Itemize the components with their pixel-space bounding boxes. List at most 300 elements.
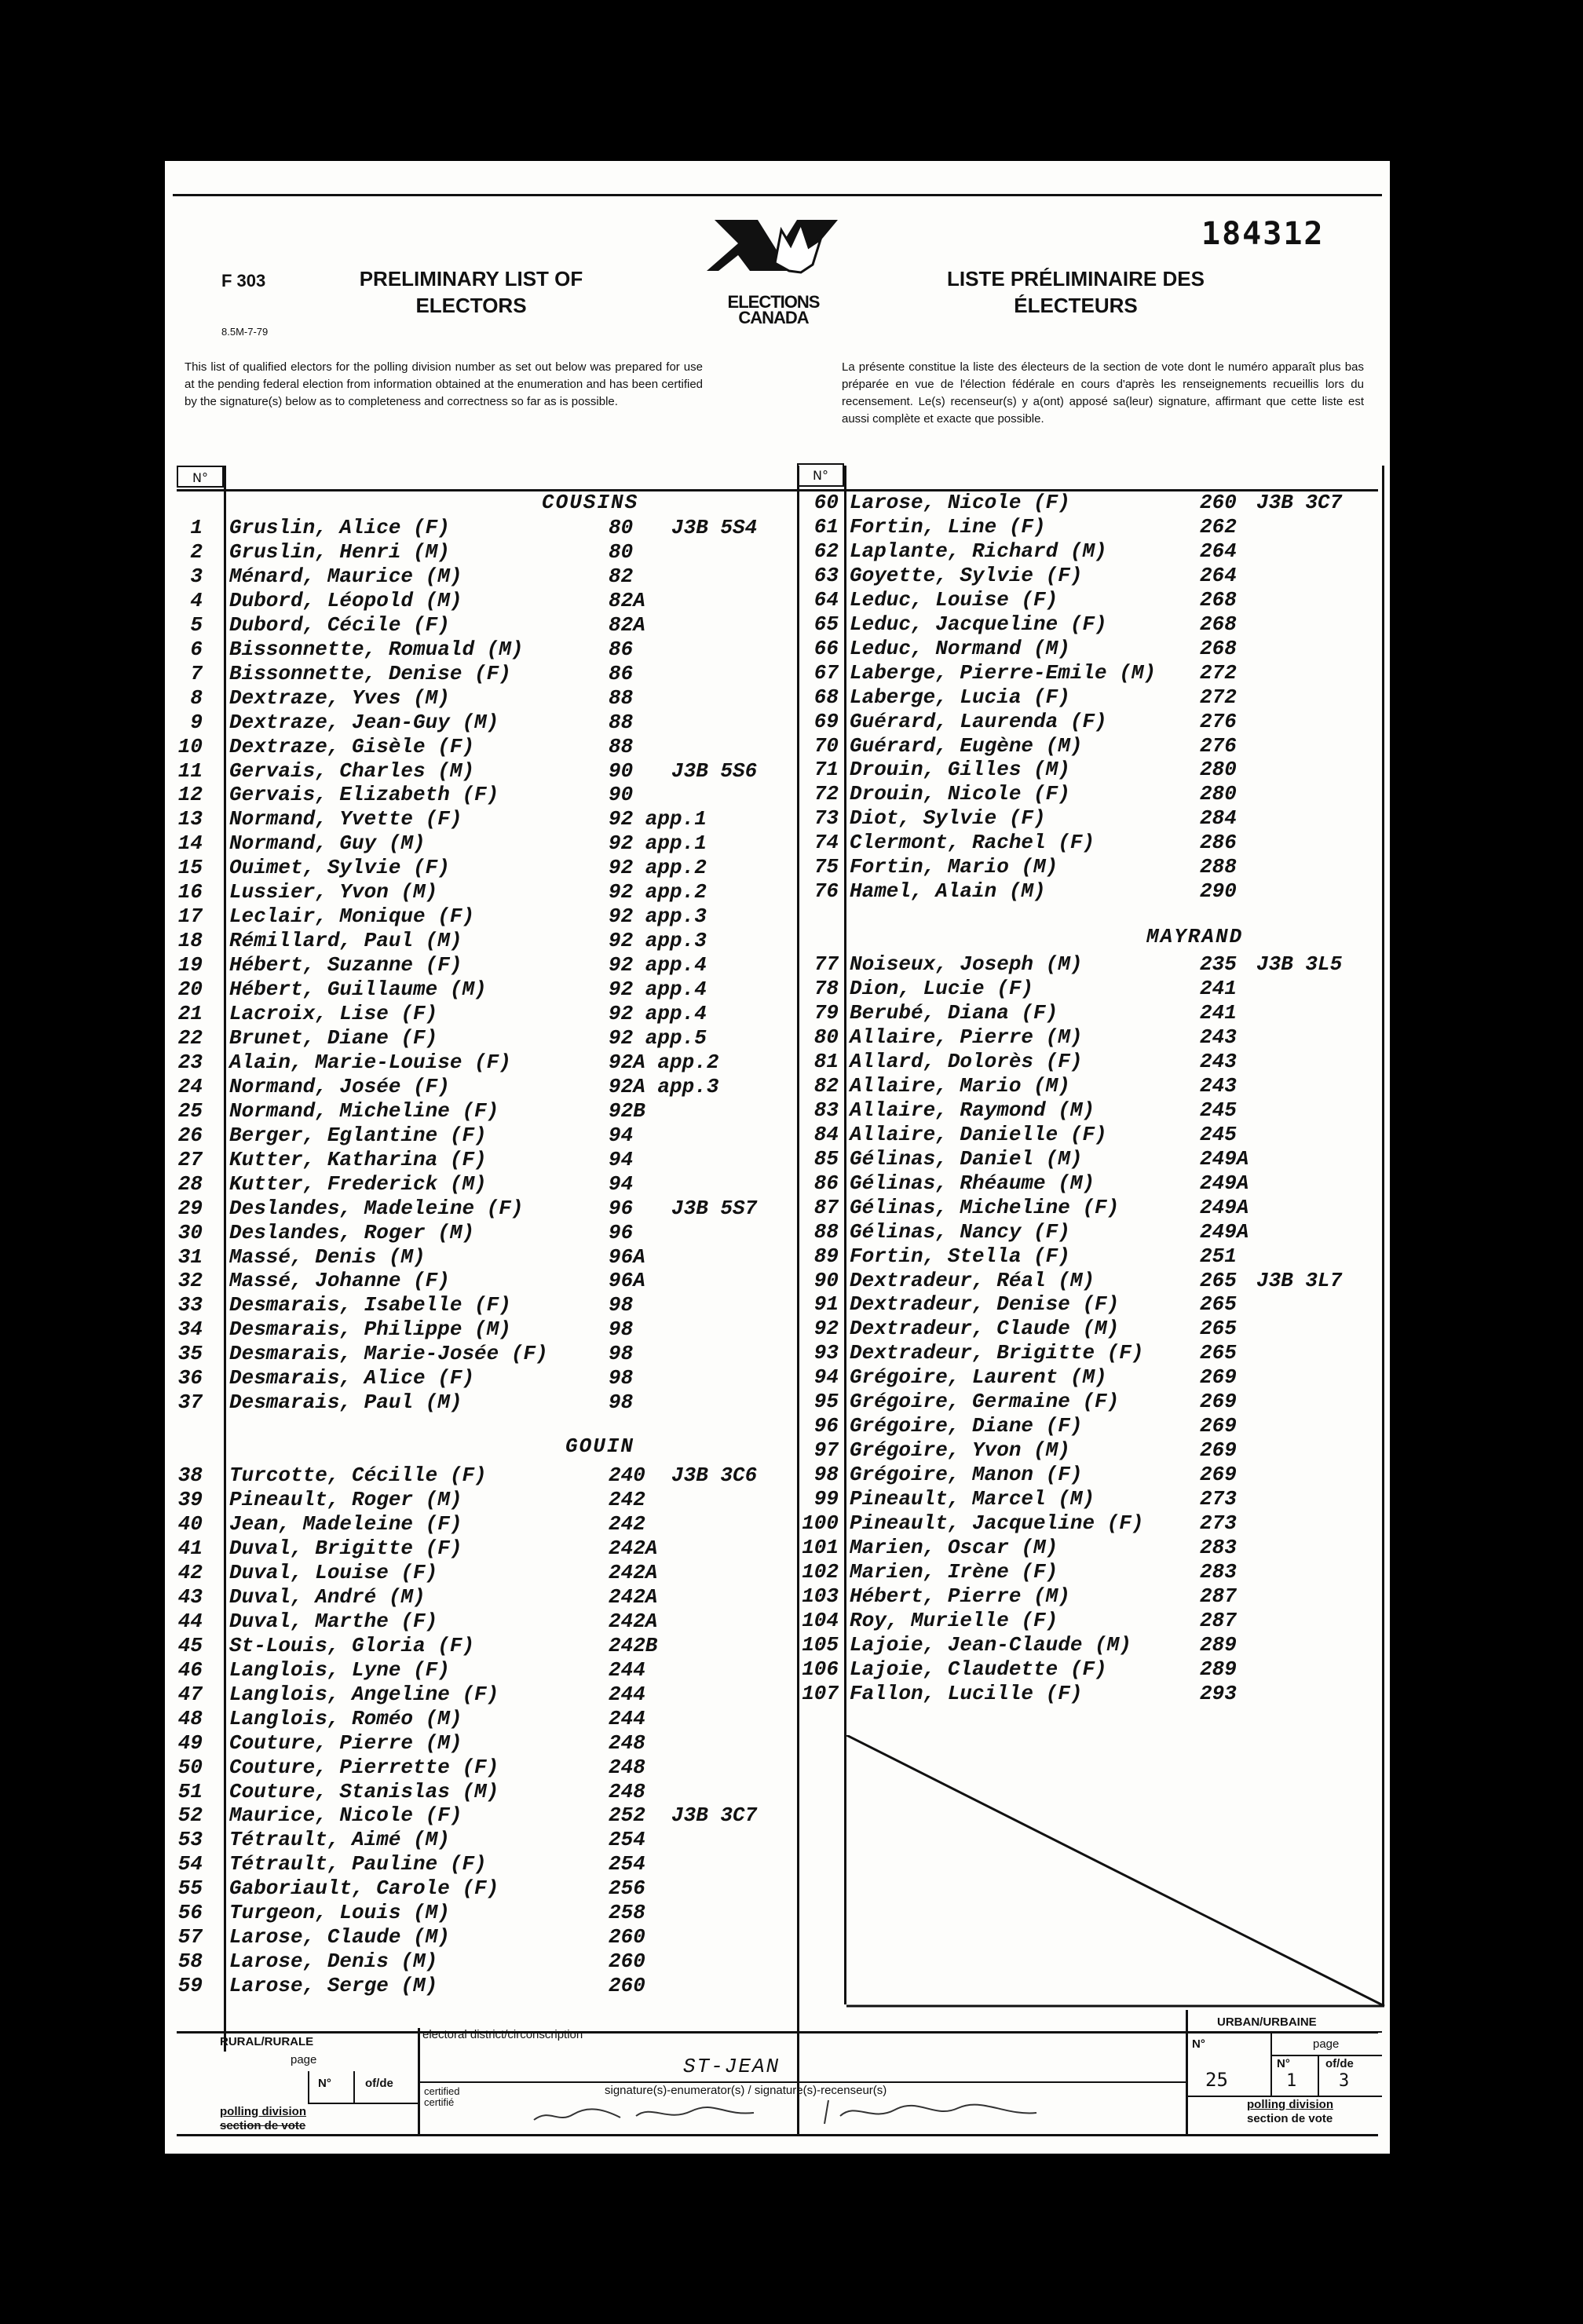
elector-address: 90 — [609, 758, 634, 783]
elector-number: 15 — [177, 856, 203, 880]
elector-address: 86 — [609, 637, 634, 661]
elector-name: Duval, Louise (F) — [229, 1560, 438, 1584]
elector-address: 94 — [609, 1123, 634, 1147]
elector-name: Gervais, Elizabeth (F) — [229, 783, 499, 807]
elector-number: 55 — [177, 1876, 203, 1901]
page-total: 3 — [1339, 2071, 1350, 2091]
elector-name: Gélinas, Nancy (F) — [850, 1219, 1070, 1244]
page-number: 1 — [1286, 2071, 1297, 2091]
elector-number: 19 — [177, 953, 203, 977]
elector-address: 276 — [1200, 733, 1237, 758]
elector-row — [165, 491, 1390, 515]
elector-address: 289 — [1200, 1657, 1237, 1681]
elector-row — [165, 539, 1390, 564]
elector-row — [165, 1414, 1390, 1438]
rural-box-bottom — [308, 2103, 418, 2104]
elector-row — [165, 1025, 1390, 1050]
elector-address: 80 — [609, 516, 634, 539]
elector-name: Laplante, Richard (M) — [850, 539, 1107, 563]
elector-number: 14 — [177, 831, 203, 856]
elector-name: Larose, Denis (M) — [229, 1949, 438, 1974]
elector-number: 92 — [813, 1317, 839, 1341]
elector-number: 68 — [813, 685, 839, 709]
elector-number: 105 — [802, 1632, 839, 1657]
document-sheet — [165, 161, 1390, 2154]
logo-text: ELECTIONS CANADA — [727, 292, 820, 327]
elector-address: 260 — [1200, 491, 1237, 514]
elector-address: 288 — [1200, 855, 1237, 879]
elector-address: 248 — [609, 1755, 645, 1779]
elector-address: 92 app.4 — [609, 1002, 707, 1025]
elector-name: Dextraze, Jean-Guy (M) — [229, 710, 499, 734]
elector-number: 6 — [190, 637, 203, 661]
elector-name: Dextraze, Gisèle (F) — [229, 734, 475, 758]
elector-name: Pineault, Roger (M) — [229, 1488, 462, 1512]
elector-number: 33 — [177, 1293, 203, 1317]
elector-number: 104 — [802, 1608, 839, 1632]
elector-number: 88 — [813, 1219, 839, 1244]
elector-number: 78 — [813, 977, 839, 1001]
elector-name: Hamel, Alain (M) — [850, 879, 1046, 904]
elector-name: Larose, Claude (M) — [229, 1925, 450, 1949]
elector-name: Pineault, Jacqueline (F) — [850, 1511, 1144, 1535]
elector-name: Guérard, Eugène (M) — [850, 733, 1083, 758]
elector-number: 56 — [177, 1901, 203, 1925]
elector-name: Grégoire, Germaine (F) — [850, 1390, 1120, 1414]
elector-row — [165, 734, 1390, 758]
elector-number: 35 — [177, 1342, 203, 1366]
elector-row — [165, 637, 1390, 661]
elector-row — [165, 685, 1390, 710]
elector-name: Normand, Josée (F) — [229, 1074, 450, 1098]
elector-address: 269 — [1200, 1390, 1237, 1414]
elector-number: 80 — [813, 1025, 839, 1049]
elector-number: 47 — [177, 1682, 203, 1706]
elector-name: Dion, Lucie (F) — [850, 977, 1034, 1001]
urban-no-label: N° — [1192, 2037, 1205, 2051]
elector-row — [165, 782, 1390, 806]
elector-number: 2 — [190, 539, 203, 564]
elector-row — [165, 977, 1390, 1001]
elector-address: 286 — [1200, 831, 1237, 855]
elector-row — [165, 1609, 1390, 1633]
elector-number: 107 — [802, 1681, 839, 1705]
elector-address: 243 — [1200, 1025, 1237, 1049]
elector-address: 272 — [1200, 685, 1237, 709]
elector-address: 82A — [609, 612, 645, 637]
elector-number: 44 — [177, 1609, 203, 1633]
elector-address: 244 — [609, 1657, 645, 1682]
footer-bottom-rule — [177, 2134, 1378, 2136]
elector-row — [165, 612, 1390, 637]
elector-number: 43 — [177, 1584, 203, 1609]
elector-name: Gruslin, Alice (F) — [229, 516, 450, 539]
elector-address: 268 — [1200, 612, 1237, 636]
elector-address: 254 — [609, 1852, 645, 1876]
elector-number: 89 — [813, 1244, 839, 1268]
elector-number: 28 — [177, 1171, 203, 1196]
elector-name: Grégoire, Manon (F) — [850, 1463, 1083, 1487]
elector-name: Dextradeur, Brigitte (F) — [850, 1341, 1144, 1365]
title-en: PRELIMINARY LIST OF ELECTORS — [359, 267, 583, 317]
elector-row — [165, 952, 1390, 977]
elector-address: 276 — [1200, 709, 1237, 733]
elector-number: 75 — [813, 855, 839, 879]
elector-name: Lacroix, Lise (F) — [229, 1002, 438, 1025]
elector-number: 13 — [177, 807, 203, 831]
elector-number: 29 — [177, 1196, 203, 1220]
elector-address: 92 app.1 — [609, 831, 707, 856]
elector-name: Dextradeur, Denise (F) — [850, 1292, 1120, 1317]
elector-address: 268 — [1200, 636, 1237, 660]
elector-name: Hébert, Pierre (M) — [850, 1584, 1070, 1608]
elector-number: 51 — [177, 1779, 203, 1803]
elector-row — [165, 1050, 1390, 1074]
elector-name: Fortin, Mario (M) — [850, 855, 1058, 879]
elector-address: 92A app.2 — [609, 1050, 719, 1074]
elector-address: 92A app.3 — [609, 1074, 719, 1098]
elector-number: 95 — [813, 1390, 839, 1414]
elector-row — [165, 1463, 1390, 1487]
elector-address: 264 — [1200, 539, 1237, 563]
elector-row — [165, 1074, 1390, 1098]
elector-number: 60 — [813, 491, 839, 514]
elector-address: 96 — [609, 1196, 634, 1220]
elector-address: 98 — [609, 1293, 634, 1317]
elector-address: 245 — [1200, 1098, 1237, 1122]
elector-number: 3 — [190, 564, 203, 588]
elector-name: Deslandes, Madeleine (F) — [229, 1196, 524, 1220]
elector-number: 65 — [813, 612, 839, 636]
elector-address: 268 — [1200, 587, 1237, 612]
elector-row — [165, 1220, 1390, 1244]
elector-row — [165, 1487, 1390, 1511]
elector-number: 11 — [177, 758, 203, 783]
elector-number: 94 — [813, 1365, 839, 1390]
elector-number: 38 — [177, 1463, 203, 1488]
street-mayrand: MAYRAND — [1146, 925, 1244, 948]
elector-name: Leclair, Monique (F) — [229, 904, 475, 929]
elector-row — [165, 1657, 1390, 1682]
elector-number: 46 — [177, 1657, 203, 1682]
elector-address: 86 — [609, 661, 634, 685]
elector-address: 244 — [609, 1706, 645, 1730]
elector-postal-code: J3B 5S4 — [671, 516, 758, 539]
elector-name: Berger, Eglantine (F) — [229, 1123, 487, 1147]
urban-box-top — [1186, 2031, 1382, 2033]
rural-page-label: page — [291, 2053, 317, 2066]
elector-address: 92B — [609, 1098, 645, 1123]
elector-row — [165, 1098, 1390, 1123]
elector-number: 31 — [177, 1244, 203, 1269]
elector-name: Desmarais, Alice (F) — [229, 1366, 475, 1390]
elector-address: 88 — [609, 685, 634, 710]
elector-name: Massé, Johanne (F) — [229, 1269, 450, 1293]
elector-name: Gaboriault, Carole (F) — [229, 1876, 499, 1901]
elector-address: 258 — [609, 1901, 645, 1925]
elector-name: Bissonnette, Romuald (M) — [229, 637, 524, 661]
elector-address: 265 — [1200, 1341, 1237, 1365]
elector-address: 254 — [609, 1828, 645, 1852]
elector-address: 284 — [1200, 806, 1237, 831]
elector-name: Diot, Sylvie (F) — [850, 806, 1046, 831]
elector-address: 265 — [1200, 1268, 1237, 1292]
street-cousins: COUSINS — [542, 491, 639, 514]
urban-page-rule — [1270, 2055, 1382, 2056]
elector-address: 80 — [609, 539, 634, 564]
elector-row — [165, 661, 1390, 685]
electoral-district-value: ST-JEAN — [683, 2055, 781, 2078]
elector-number: 71 — [813, 758, 839, 782]
elector-number: 32 — [177, 1269, 203, 1293]
elector-number: 18 — [177, 929, 203, 953]
rural-of-label: of/de — [365, 2077, 393, 2090]
rural-box-divider-2 — [353, 2071, 355, 2103]
elector-number: 70 — [813, 733, 839, 758]
elector-number: 58 — [177, 1949, 203, 1974]
elector-row — [165, 588, 1390, 612]
elector-number: 7 — [190, 661, 203, 685]
left-no-header: N° — [177, 466, 224, 488]
elector-address: 269 — [1200, 1463, 1237, 1487]
elector-number: 27 — [177, 1147, 203, 1171]
elector-address: 249A — [1200, 1219, 1249, 1244]
elector-name: Desmarais, Paul (M) — [229, 1390, 462, 1415]
elector-name: Allaire, Pierre (M) — [850, 1025, 1083, 1049]
elector-name: Drouin, Gilles (M) — [850, 758, 1070, 782]
elector-address: 82 — [609, 564, 634, 588]
urban-of-label: of/de — [1325, 2057, 1354, 2070]
elector-address: 235 — [1200, 952, 1237, 977]
elector-name: Alain, Marie-Louise (F) — [229, 1050, 511, 1074]
elector-number: 62 — [813, 539, 839, 563]
elector-row — [165, 1682, 1390, 1706]
elector-name: Normand, Micheline (F) — [229, 1098, 499, 1123]
elector-number: 97 — [813, 1438, 839, 1463]
elector-name: Fallon, Lucille (F) — [850, 1681, 1083, 1705]
rural-section-vote-label: section de vote — [220, 2119, 306, 2132]
elector-number: 21 — [177, 1002, 203, 1025]
elector-address: 243 — [1200, 1049, 1237, 1073]
elector-address: 264 — [1200, 563, 1237, 587]
elector-name: Dextradeur, Réal (M) — [850, 1268, 1095, 1292]
elector-number: 99 — [813, 1487, 839, 1511]
elector-name: Noiseux, Joseph (M) — [850, 952, 1083, 977]
elector-name: Allaire, Mario (M) — [850, 1073, 1070, 1098]
elector-address: 96 — [609, 1220, 634, 1244]
elector-name: Pineault, Marcel (M) — [850, 1487, 1095, 1511]
elector-address: 273 — [1200, 1511, 1237, 1535]
elector-number: 4 — [190, 588, 203, 612]
elector-name: Duval, Marthe (F) — [229, 1609, 438, 1633]
elector-address: 272 — [1200, 660, 1237, 685]
elector-postal-code: J3B 3C7 — [671, 1803, 758, 1828]
elector-row — [165, 1244, 1390, 1269]
intro-en: This list of qualified electors for the polling division number as set out below was prepared for use at the pending federal election from information obtained at the enumeration and has been certified by the signature(s) below as to completeness and correctness so far as is possible. — [185, 360, 703, 408]
elector-number: 10 — [177, 734, 203, 758]
elector-postal-code: J3B 3L7 — [1256, 1268, 1343, 1292]
elector-address: 283 — [1200, 1535, 1237, 1559]
elector-number: 77 — [813, 952, 839, 977]
urban-section-vote-label: section de vote — [1247, 2112, 1333, 2125]
elector-address: 242 — [609, 1488, 645, 1512]
urban-page-label: page — [1313, 2037, 1340, 2051]
elector-name: Couture, Pierrette (F) — [229, 1755, 499, 1779]
elector-number: 64 — [813, 587, 839, 612]
elector-name: Langlois, Lyne (F) — [229, 1657, 450, 1682]
elector-address: 96A — [609, 1244, 645, 1269]
elector-name: Kutter, Katharina (F) — [229, 1147, 487, 1171]
elector-address: 96A — [609, 1269, 645, 1293]
elector-row — [165, 831, 1390, 855]
elector-number: 90 — [813, 1268, 839, 1292]
elector-name: Gervais, Charles (M) — [229, 758, 475, 783]
urban-page-no-label: N° — [1277, 2057, 1290, 2070]
elector-number: 57 — [177, 1925, 203, 1949]
elections-canada-logo — [703, 216, 844, 326]
elector-name: Dubord, Léopold (M) — [229, 588, 462, 612]
elector-name: Lajoie, Claudette (F) — [850, 1657, 1107, 1681]
elector-row — [165, 1438, 1390, 1463]
elector-address: 88 — [609, 710, 634, 734]
elector-number: 45 — [177, 1633, 203, 1657]
elector-name: Leduc, Jacqueline (F) — [850, 612, 1107, 636]
intro-fr: La présente constitue la liste des électeurs de la section de vote dont le numéro apparaît plus bas préparée en vue de l'élection fédérale en cours d'après les renseignements recueillis lors du recensement. Le(s) recenseur(s) y a(ont) apposé sa(leur) signature, affirmant que cette liste est aussi complète et exacte que possible. — [842, 360, 1364, 426]
rural-polling-division-label: polling division — [220, 2105, 306, 2118]
elector-number: 5 — [190, 612, 203, 637]
elector-address: 92 app.1 — [609, 807, 707, 831]
elector-address: 269 — [1200, 1365, 1237, 1390]
elector-row — [165, 515, 1390, 539]
elector-address: 98 — [609, 1390, 634, 1415]
rural-label: RURAL/RURALE — [220, 2035, 314, 2048]
elector-number: 86 — [813, 1171, 839, 1195]
elector-address: 251 — [1200, 1244, 1237, 1268]
elector-row — [165, 879, 1390, 904]
elector-row — [165, 1171, 1390, 1196]
elector-name: Gélinas, Micheline (F) — [850, 1195, 1120, 1219]
right-no-header: N° — [797, 463, 844, 487]
elector-number: 72 — [813, 782, 839, 806]
rural-no-label: N° — [318, 2077, 331, 2090]
elector-name: Berubé, Diana (F) — [850, 1001, 1058, 1025]
elector-row — [165, 1707, 1390, 1731]
elector-number: 26 — [177, 1123, 203, 1147]
elector-address: 269 — [1200, 1438, 1237, 1463]
elector-address: 260 — [609, 1949, 645, 1974]
elector-name: Clermont, Rachel (F) — [850, 831, 1095, 855]
elector-row — [165, 1147, 1390, 1171]
elector-number: 30 — [177, 1220, 203, 1244]
elector-number: 22 — [177, 1025, 203, 1050]
elector-address: 290 — [1200, 879, 1237, 904]
elector-number: 74 — [813, 831, 839, 855]
elector-name: Jean, Madeleine (F) — [229, 1512, 462, 1537]
elector-name: Langlois, Angeline (F) — [229, 1682, 499, 1706]
elector-address: 249A — [1200, 1171, 1249, 1195]
urban-box-bottom — [1186, 2096, 1382, 2097]
elector-number: 20 — [177, 977, 203, 1002]
elector-row — [165, 806, 1390, 831]
elector-number: 37 — [177, 1390, 203, 1415]
elector-address: 98 — [609, 1317, 634, 1342]
urban-label: URBAN/URBAINE — [1217, 2015, 1317, 2029]
cancellation-triangle — [846, 1735, 1388, 2010]
elector-name: Gélinas, Rhéaume (M) — [850, 1171, 1095, 1195]
elector-address: 287 — [1200, 1608, 1237, 1632]
elector-name: Allaire, Raymond (M) — [850, 1098, 1095, 1122]
elector-address: 92 app.2 — [609, 880, 707, 904]
elector-row — [165, 758, 1390, 782]
elector-address: 280 — [1200, 782, 1237, 806]
elector-row — [165, 564, 1390, 588]
elector-row — [165, 1341, 1390, 1365]
rural-box-divider-1 — [308, 2071, 309, 2103]
elector-address: 92 app.5 — [609, 1025, 707, 1050]
elector-number: 42 — [177, 1560, 203, 1584]
elector-number: 8 — [190, 685, 203, 710]
elector-name: Massé, Denis (M) — [229, 1244, 426, 1269]
elector-name: Lussier, Yvon (M) — [229, 880, 438, 904]
elector-address: 82A — [609, 588, 645, 612]
urban-box-divider — [1270, 2033, 1272, 2096]
elector-address: 92 app.2 — [609, 856, 707, 880]
elector-number: 84 — [813, 1122, 839, 1146]
elector-number: 23 — [177, 1050, 203, 1074]
elector-number: 87 — [813, 1195, 839, 1219]
elector-name: Turcotte, Cécille (F) — [229, 1463, 487, 1488]
elector-address: 293 — [1200, 1681, 1237, 1705]
signature-label: signature(s)-enumerator(s) / signature(s)-recenseur(s) — [605, 2084, 887, 2097]
elector-number: 63 — [813, 563, 839, 587]
elector-name: Deslandes, Roger (M) — [229, 1220, 475, 1244]
urban-polling-number: 25 — [1205, 2069, 1228, 2091]
elector-row — [165, 1584, 1390, 1609]
elector-name: Laberge, Lucia (F) — [850, 685, 1070, 709]
elector-number: 106 — [802, 1657, 839, 1681]
elector-name: Grégoire, Yvon (M) — [850, 1438, 1070, 1463]
elector-name: Lajoie, Jean-Claude (M) — [850, 1632, 1131, 1657]
elector-name: Gélinas, Daniel (M) — [850, 1146, 1083, 1171]
footer-urban-divider — [1186, 2010, 1188, 2134]
elector-postal-code: J3B 5S6 — [671, 758, 758, 783]
elector-number: 101 — [802, 1535, 839, 1559]
elector-name: Leduc, Louise (F) — [850, 587, 1058, 612]
elector-name: Laberge, Pierre-Emile (M) — [850, 660, 1157, 685]
elector-address: 92 app.4 — [609, 977, 707, 1002]
elector-number: 85 — [813, 1146, 839, 1171]
elector-number: 12 — [177, 783, 203, 807]
elector-address: 269 — [1200, 1414, 1237, 1438]
elector-postal-code: J3B 3C7 — [1256, 491, 1343, 514]
elector-name: Desmarais, Isabelle (F) — [229, 1293, 511, 1317]
elector-name: Ménard, Maurice (M) — [229, 564, 462, 588]
elector-address: 256 — [609, 1876, 645, 1901]
elector-row — [165, 929, 1390, 953]
elector-address: 242B — [609, 1633, 658, 1657]
elector-name: Marien, Oscar (M) — [850, 1535, 1058, 1559]
elector-address: 94 — [609, 1171, 634, 1196]
elector-name: Normand, Guy (M) — [229, 831, 426, 856]
elector-name: Larose, Serge (M) — [229, 1974, 438, 1998]
elector-name: Turgeon, Louis (M) — [229, 1901, 450, 1925]
elector-number: 52 — [177, 1803, 203, 1828]
elector-address: 242 — [609, 1512, 645, 1537]
elector-row — [165, 1536, 1390, 1560]
elector-name: Allaire, Danielle (F) — [850, 1122, 1107, 1146]
elector-number: 1 — [190, 516, 203, 539]
elector-address: 289 — [1200, 1632, 1237, 1657]
